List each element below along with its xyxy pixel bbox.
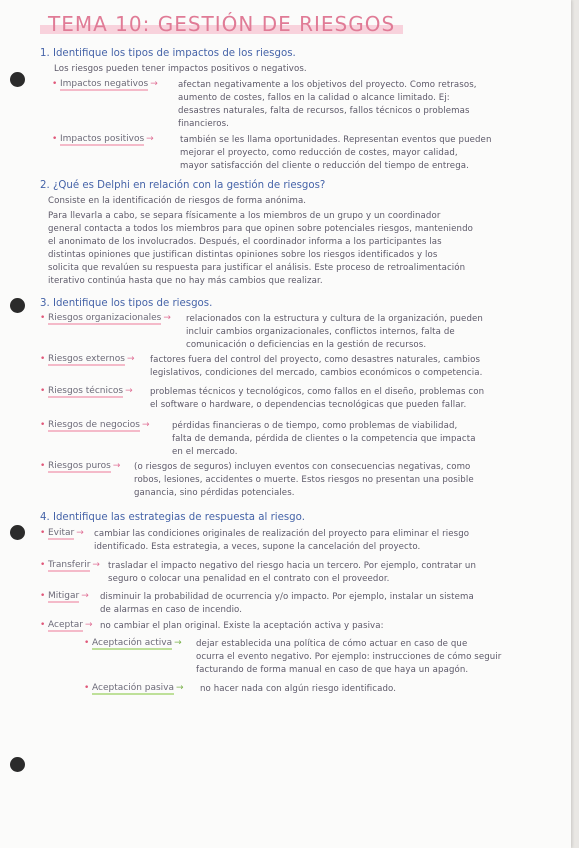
- arrow-icon: →: [150, 79, 158, 89]
- arrow-icon: →: [92, 560, 100, 570]
- punch-hole: [10, 525, 25, 540]
- arrow-icon: →: [176, 683, 184, 693]
- bullet-icon: •: [52, 79, 58, 89]
- term-aceptacion-pasiva: Aceptación pasiva →: [92, 683, 184, 693]
- bullet-icon: •: [84, 638, 90, 648]
- term-transferir: Transferir →: [48, 560, 100, 570]
- text-line: solicita que revalúen su respuesta para justificar el análisis. Este proceso de retroalimentación: [48, 263, 466, 273]
- arrow-icon: →: [76, 528, 84, 538]
- arrow-icon: →: [146, 134, 154, 144]
- term-riesgos-puros: Riesgos puros →: [48, 461, 121, 471]
- arrow-icon: →: [84, 620, 93, 630]
- text-line: falta de demanda, pérdida de clientes o la competencia que impacta: [172, 434, 476, 444]
- text-line: dejar establecida una política de cómo actuar en caso de que: [196, 639, 468, 649]
- term-mitigar: Mitigar →: [48, 591, 89, 601]
- term-riesgos-organizacionales: Riesgos organizacionales →: [48, 313, 171, 323]
- text-line: también se les llama oportunidades. Representan eventos que pueden: [180, 135, 492, 145]
- text-line: Consiste en la identificación de riesgos de forma anónima.: [48, 196, 307, 206]
- text-line: el software o hardware, o dependencias tecnológicas que pueden fallar.: [150, 400, 467, 410]
- text-line: problemas técnicos y tecnológicos, como fallos en el diseño, problemas con: [150, 387, 485, 397]
- bullet-icon: •: [40, 420, 46, 430]
- arrow-icon: →: [126, 354, 135, 364]
- bullet-icon: •: [40, 560, 46, 570]
- term-riesgos-de-negocios: Riesgos de negocios →: [48, 420, 150, 430]
- section-2-heading: 2. ¿Qué es Delphi en relación con la gestión de riesgos?: [40, 180, 326, 191]
- arrow-icon: →: [125, 386, 133, 396]
- text-line: el anonimato de los involucrados. Después, el coordinador informa a los participantes las: [48, 237, 442, 247]
- bullet-icon: •: [40, 620, 46, 630]
- text-line: comunicación o deficiencias en la gestión de recursos.: [186, 340, 427, 350]
- text-line: no hacer nada con algún riesgo identificado.: [200, 684, 397, 694]
- section-1-heading: 1. Identifique los tipos de impactos de los riesgos.: [40, 48, 296, 59]
- bullet-icon: •: [40, 354, 46, 364]
- arrow-icon: →: [112, 461, 121, 471]
- term-aceptar: Aceptar →: [48, 620, 93, 630]
- bullet-icon: •: [40, 591, 46, 601]
- text-line: robos, lesiones, accidentes o muerte. Estos riesgos no presentan una posible: [134, 475, 474, 485]
- text-line: Para llevarla a cabo, se separa físicamente a los miembros de un grupo y un coordinador: [48, 211, 441, 221]
- arrow-icon: →: [174, 638, 182, 648]
- text-line: identificado. Esta estrategia, a veces, supone la cancelación del proyecto.: [94, 542, 421, 552]
- text-line: cambiar las condiciones originales de realización del proyecto para eliminar el riesgo: [94, 529, 470, 539]
- text-line: mejorar el proyecto, como reducción de costes, mayor calidad,: [180, 148, 458, 158]
- page-title: TEMA 10: GESTIÓN DE RIESGOS: [40, 10, 403, 36]
- punch-hole: [10, 72, 25, 87]
- text-line: seguro o colocar una penalidad en el contrato con el proveedor.: [108, 574, 390, 584]
- text-line: disminuir la probabilidad de ocurrencia y/o impacto. Por ejemplo, instalar un sistema: [100, 592, 474, 602]
- bullet-icon: •: [40, 528, 46, 538]
- arrow-icon: →: [141, 420, 150, 430]
- bullet-icon: •: [84, 683, 90, 693]
- text-line: pérdidas financieras o de tiempo, como problemas de viabilidad,: [172, 421, 458, 431]
- term-impactos-negativos: Impactos negativos →: [60, 79, 158, 89]
- text-line: iterativo continúa hasta que no hay más cambios que realizar.: [48, 276, 323, 286]
- term-riesgos-externos: Riesgos externos →: [48, 354, 135, 364]
- bullet-icon: •: [40, 461, 46, 471]
- text-line: no cambiar el plan original. Existe la aceptación activa y pasiva:: [100, 621, 384, 631]
- bullet-icon: •: [52, 134, 58, 144]
- section-3-heading: 3. Identifique los tipos de riesgos.: [40, 298, 213, 309]
- term-evitar: Evitar →: [48, 528, 84, 538]
- text-line: de alarmas en caso de incendio.: [100, 605, 243, 615]
- text-line: incluir cambios organizacionales, conflictos internos, falta de: [186, 327, 455, 337]
- text-line: financieros.: [178, 119, 229, 129]
- arrow-icon: →: [81, 591, 89, 601]
- arrow-icon: →: [163, 313, 171, 323]
- text-line: afectan negativamente a los objetivos del proyecto. Como retrasos,: [178, 80, 477, 90]
- text-line: trasladar el impacto negativo del riesgo hacia un tercero. Por ejemplo, contratar un: [108, 561, 476, 571]
- text-line: en el mercado.: [172, 447, 238, 457]
- term-riesgos-tecnicos: Riesgos técnicos →: [48, 386, 133, 396]
- bullet-icon: •: [40, 313, 46, 323]
- punch-hole: [10, 757, 25, 772]
- text-line: (o riesgos de seguros) incluyen eventos con consecuencias negativas, como: [134, 462, 471, 472]
- text-line: relacionados con la estructura y cultura de la organización, pueden: [186, 314, 483, 324]
- text-line: distintas opiniones que justifican distintas opiniones sobre los riesgos identificados y los: [48, 250, 438, 260]
- term-aceptacion-activa: Aceptación activa →: [92, 638, 182, 648]
- text-line: general contacta a todos los miembros para que opinen sobre potenciales riesgos, manteniendo: [48, 224, 474, 234]
- text-line: mayor satisfacción del cliente o reducción del tiempo de entrega.: [180, 161, 469, 171]
- bullet-icon: •: [40, 386, 46, 396]
- text-line: aumento de costes, fallos en la calidad o alcance limitado. Ej:: [178, 93, 450, 103]
- text-line: factores fuera del control del proyecto, como desastres naturales, cambios: [150, 355, 481, 365]
- text-line: legislativos, condiciones del mercado, cambios económicos o competencia.: [150, 368, 483, 378]
- text-line: ocurra el evento negativo. Por ejemplo: instrucciones de cómo seguir: [196, 652, 502, 662]
- text-line: facturando de forma manual en caso de que haya un apagón.: [196, 665, 469, 675]
- section-1-intro: Los riesgos pueden tener impactos positivos o negativos.: [54, 64, 307, 74]
- punch-hole: [10, 298, 25, 313]
- text-line: ganancia, sino pérdidas potenciales.: [134, 488, 295, 498]
- term-impactos-positivos: Impactos positivos →: [60, 134, 154, 144]
- text-line: desastres naturales, falta de recursos, fallos técnicos o problemas: [178, 106, 470, 116]
- section-4-heading: 4. Identifique las estrategias de respuesta al riesgo.: [40, 512, 305, 523]
